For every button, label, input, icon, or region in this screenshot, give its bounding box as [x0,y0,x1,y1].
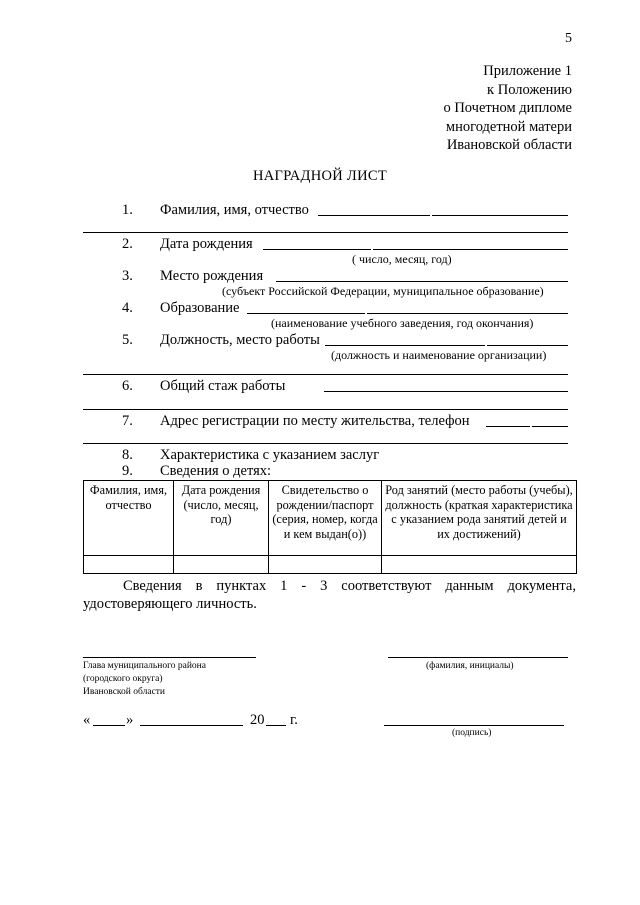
fill-line[interactable] [487,345,568,346]
fill-line[interactable] [432,215,568,216]
field-number: 9. [122,463,133,479]
document-title: НАГРАДНОЙ ЛИСТ [253,168,387,184]
fill-line[interactable] [83,232,568,233]
field-number: 6. [122,378,133,394]
date-year-suffix: г. [290,712,298,728]
field-label-birth-place: Место рождения [160,268,264,284]
fill-line[interactable] [367,313,568,314]
page-number: 5 [565,31,572,46]
field-number: 7. [122,413,133,429]
field-number: 5. [122,332,133,348]
appendix-line: Приложение 1 [483,63,572,79]
table-header-cell: Фамилия, имя, отчество [84,481,174,556]
signature-position-line[interactable] [83,657,256,658]
field-number: 4. [122,300,133,316]
date-year-prefix: 20 [250,712,265,728]
table-cell[interactable] [174,556,269,574]
fill-line[interactable] [325,345,485,346]
table-header-row [84,481,577,556]
field-label-experience: Общий стаж работы [160,378,286,394]
fill-line[interactable] [324,391,568,392]
date-close-quote: » [126,712,134,728]
signatory-position [83,660,206,699]
fill-line[interactable] [318,215,430,216]
field-label-children: Сведения о детях: [160,463,272,479]
table-cell[interactable] [269,556,382,574]
field-label-birth-date: Дата рождения [160,236,253,252]
table-header-cell: Дата рождения (число, месяц, год) [174,481,269,556]
appendix-line: к Положению [487,81,572,98]
appendix-line: о Почетном дипломе [443,100,572,116]
table-header-cell: Свидетельство о рождении/паспорт (серия, номер, когда и кем выдан(о)) [269,481,382,556]
field-label-education: Образование [160,300,240,316]
field-hint: (наименование учебного заведения, год окончания) [271,316,534,330]
fill-line[interactable] [276,281,568,282]
children-table [83,480,577,574]
fill-line[interactable] [532,426,568,427]
date-day-line[interactable] [93,725,125,726]
field-number: 8. [122,447,133,463]
position-line: Глава муниципального района [83,661,206,671]
position-line: (городского округа) [83,674,163,684]
signature-name-line[interactable] [388,657,568,658]
note-line: удостоверяющего личность. [83,596,257,612]
signature-hint: (подпись) [452,728,492,738]
date-open-quote: « [83,712,91,728]
fill-line[interactable] [263,249,371,250]
field-number: 2. [122,236,133,252]
appendix-line: многодетной матери [445,118,572,135]
appendix-line: Ивановской области [446,137,572,153]
name-hint: (фамилия, инициалы) [426,661,514,671]
date-year-line[interactable] [266,725,286,726]
field-hint: ( число, месяц, год) [352,252,452,266]
fill-line[interactable] [83,374,568,375]
field-hint: (субъект Российской Федерации, муниципальное образование) [222,284,544,298]
fill-line[interactable] [247,313,365,314]
field-number: 3. [122,268,133,284]
field-number: 1. [122,202,133,218]
position-line: Ивановской области [83,687,166,697]
appendix-block [443,62,572,155]
fill-line[interactable] [83,409,568,410]
date-month-line[interactable] [140,725,243,726]
field-label-full-name: Фамилия, имя, отчество [160,202,309,218]
field-label-characteristic: Характеристика с указанием заслуг [160,447,380,463]
fill-line[interactable] [486,426,530,427]
field-label-address: Адрес регистрации по месту жительства, телефон [160,413,470,429]
fill-line[interactable] [83,443,568,444]
fill-line[interactable] [373,249,568,250]
field-hint: (должность и наименование организации) [331,348,547,362]
table-row[interactable] [84,556,577,574]
field-label-position: Должность, место работы [160,332,320,348]
signature-line[interactable] [384,725,564,726]
table-header-cell: Род занятий (место работы (учебы), должность (краткая характеристика с указанием рода занятий детей и их достижений) [382,481,577,556]
note-line: Сведения в пунктах 1 - 3 соответствуют данным документа, [123,578,576,594]
table-cell[interactable] [84,556,174,574]
table-cell[interactable] [382,556,577,574]
